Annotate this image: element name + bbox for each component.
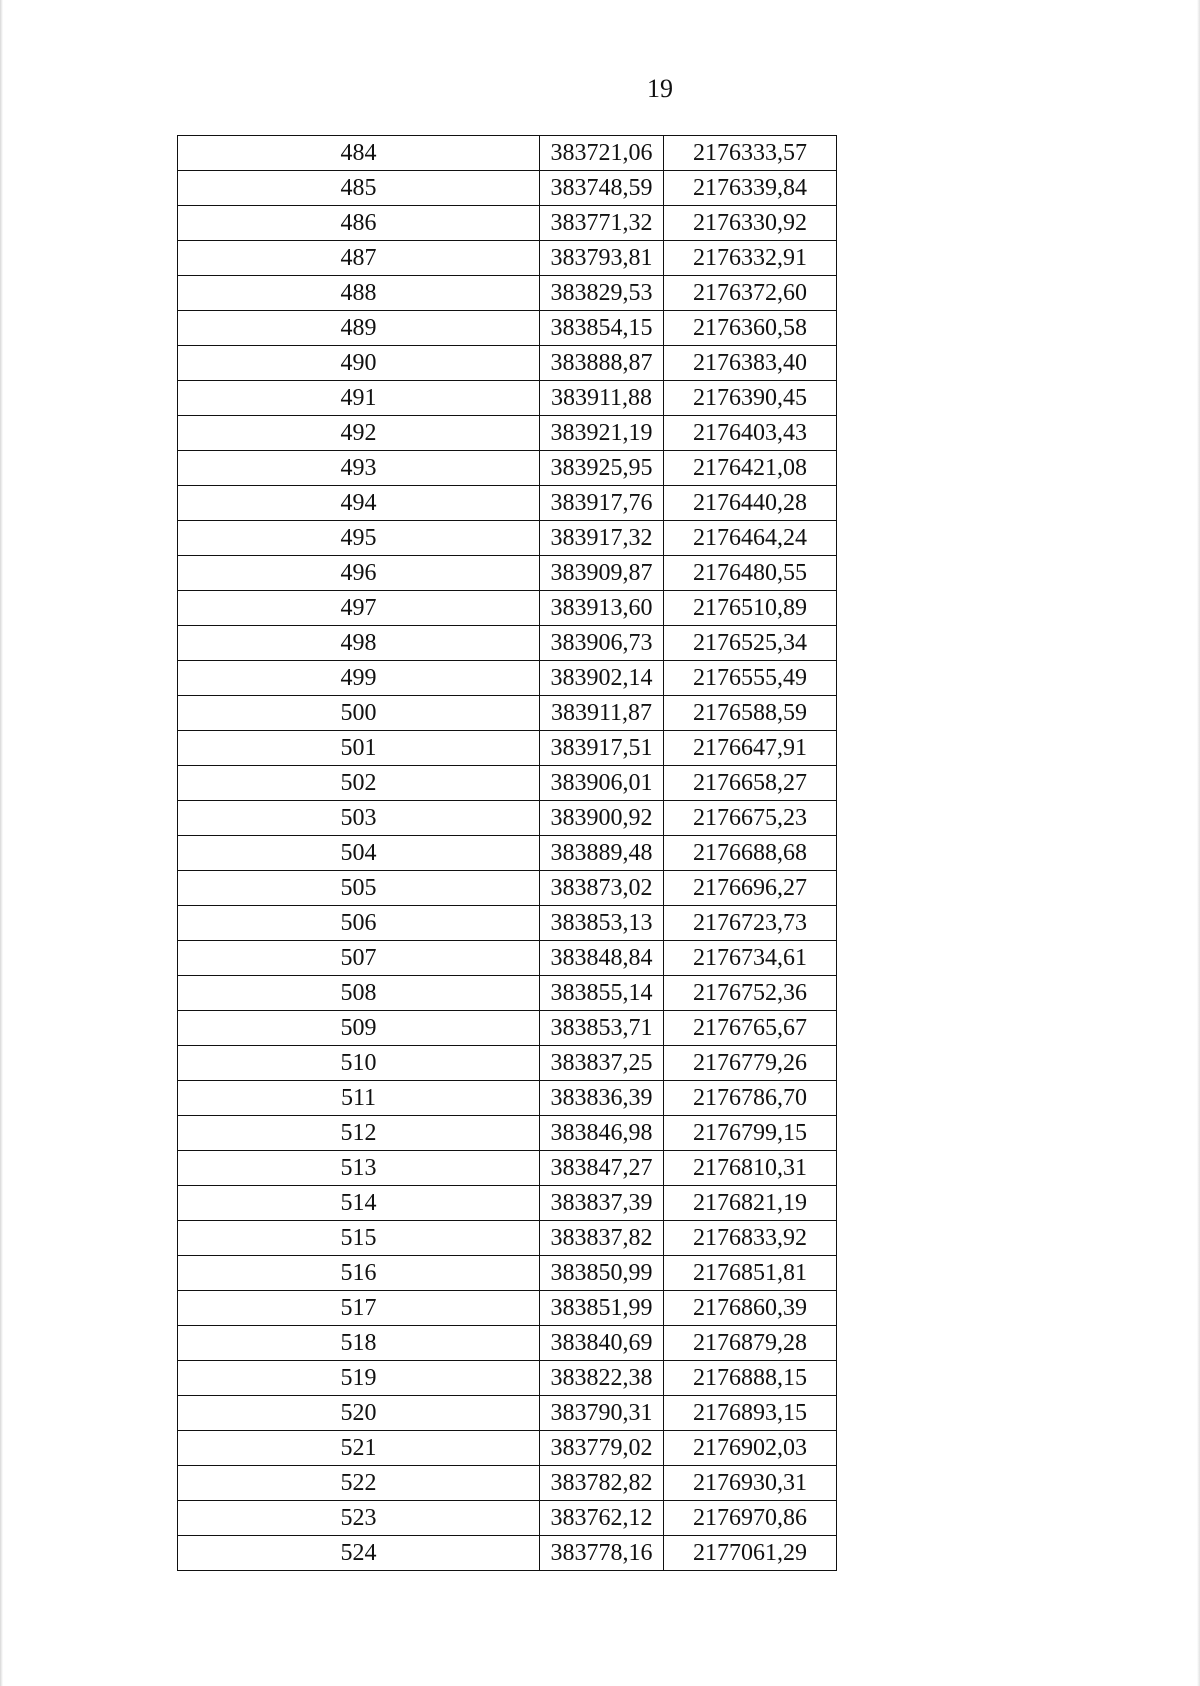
table-row — [178, 906, 837, 941]
x-coordinate-cell: 383748,59 — [540, 171, 664, 206]
x-coordinate-cell: 383911,87 — [540, 696, 664, 731]
y-coordinate-cell: 2176510,89 — [664, 591, 837, 626]
y-coordinate-cell: 2176734,61 — [664, 941, 837, 976]
table-row — [178, 871, 837, 906]
x-coordinate-cell: 383847,27 — [540, 1151, 664, 1186]
table-row — [178, 1326, 837, 1361]
table-row — [178, 1186, 837, 1221]
table-row — [178, 661, 837, 696]
point-number-cell: 499 — [178, 661, 540, 696]
table-row — [178, 1046, 837, 1081]
x-coordinate-cell: 383837,82 — [540, 1221, 664, 1256]
point-number-cell: 518 — [178, 1326, 540, 1361]
x-coordinate-cell: 383900,92 — [540, 801, 664, 836]
x-coordinate-cell: 383921,19 — [540, 416, 664, 451]
table-row — [178, 136, 837, 171]
table-row — [178, 1291, 837, 1326]
y-coordinate-cell: 2176440,28 — [664, 486, 837, 521]
table-row — [178, 521, 837, 556]
x-coordinate-cell: 383790,31 — [540, 1396, 664, 1431]
y-coordinate-cell: 2176421,08 — [664, 451, 837, 486]
x-coordinate-cell: 383837,39 — [540, 1186, 664, 1221]
page-number: 19 — [647, 74, 673, 103]
coordinates-table — [177, 135, 837, 1571]
table-row — [178, 346, 837, 381]
x-coordinate-cell: 383721,06 — [540, 136, 664, 171]
point-number-cell: 496 — [178, 556, 540, 591]
point-number-cell: 488 — [178, 276, 540, 311]
point-number-cell: 521 — [178, 1431, 540, 1466]
x-coordinate-cell: 383846,98 — [540, 1116, 664, 1151]
x-coordinate-cell: 383917,32 — [540, 521, 664, 556]
table-row — [178, 1536, 837, 1571]
table-row — [178, 941, 837, 976]
point-number-cell: 509 — [178, 1011, 540, 1046]
point-number-cell: 494 — [178, 486, 540, 521]
table-row — [178, 416, 837, 451]
y-coordinate-cell: 2176893,15 — [664, 1396, 837, 1431]
y-coordinate-cell: 2176688,68 — [664, 836, 837, 871]
point-number-cell: 485 — [178, 171, 540, 206]
coordinates-table-body — [178, 136, 837, 1571]
x-coordinate-cell: 383925,95 — [540, 451, 664, 486]
point-number-cell: 517 — [178, 1291, 540, 1326]
y-coordinate-cell: 2176464,24 — [664, 521, 837, 556]
x-coordinate-cell: 383822,38 — [540, 1361, 664, 1396]
x-coordinate-cell: 383851,99 — [540, 1291, 664, 1326]
x-coordinate-cell: 383917,51 — [540, 731, 664, 766]
x-coordinate-cell: 383837,25 — [540, 1046, 664, 1081]
y-coordinate-cell: 2176403,43 — [664, 416, 837, 451]
y-coordinate-cell: 2176799,15 — [664, 1116, 837, 1151]
y-coordinate-cell: 2176588,59 — [664, 696, 837, 731]
point-number-cell: 524 — [178, 1536, 540, 1571]
x-coordinate-cell: 383771,32 — [540, 206, 664, 241]
scan-edge-left — [0, 0, 3, 1686]
table-row — [178, 1116, 837, 1151]
y-coordinate-cell: 2176339,84 — [664, 171, 837, 206]
x-coordinate-cell: 383850,99 — [540, 1256, 664, 1291]
y-coordinate-cell: 2176970,86 — [664, 1501, 837, 1536]
point-number-cell: 487 — [178, 241, 540, 276]
point-number-cell: 506 — [178, 906, 540, 941]
y-coordinate-cell: 2176779,26 — [664, 1046, 837, 1081]
x-coordinate-cell: 383836,39 — [540, 1081, 664, 1116]
point-number-cell: 492 — [178, 416, 540, 451]
point-number-cell: 512 — [178, 1116, 540, 1151]
x-coordinate-cell: 383848,84 — [540, 941, 664, 976]
table-row — [178, 171, 837, 206]
table-row — [178, 486, 837, 521]
table-row — [178, 276, 837, 311]
y-coordinate-cell: 2176675,23 — [664, 801, 837, 836]
point-number-cell: 515 — [178, 1221, 540, 1256]
point-number-cell: 486 — [178, 206, 540, 241]
y-coordinate-cell: 2176330,92 — [664, 206, 837, 241]
x-coordinate-cell: 383853,13 — [540, 906, 664, 941]
y-coordinate-cell: 2176902,03 — [664, 1431, 837, 1466]
point-number-cell: 495 — [178, 521, 540, 556]
point-number-cell: 505 — [178, 871, 540, 906]
point-number-cell: 508 — [178, 976, 540, 1011]
table-row — [178, 1431, 837, 1466]
table-row — [178, 766, 837, 801]
point-number-cell: 498 — [178, 626, 540, 661]
table-row — [178, 696, 837, 731]
x-coordinate-cell: 383889,48 — [540, 836, 664, 871]
table-row — [178, 591, 837, 626]
y-coordinate-cell: 2176390,45 — [664, 381, 837, 416]
point-number-cell: 490 — [178, 346, 540, 381]
x-coordinate-cell: 383911,88 — [540, 381, 664, 416]
table-row — [178, 311, 837, 346]
point-number-cell: 484 — [178, 136, 540, 171]
table-row — [178, 241, 837, 276]
point-number-cell: 502 — [178, 766, 540, 801]
y-coordinate-cell: 2176525,34 — [664, 626, 837, 661]
x-coordinate-cell: 383829,53 — [540, 276, 664, 311]
x-coordinate-cell: 383873,02 — [540, 871, 664, 906]
point-number-cell: 523 — [178, 1501, 540, 1536]
point-number-cell: 491 — [178, 381, 540, 416]
y-coordinate-cell: 2176752,36 — [664, 976, 837, 1011]
y-coordinate-cell: 2177061,29 — [664, 1536, 837, 1571]
table-row — [178, 1501, 837, 1536]
x-coordinate-cell: 383779,02 — [540, 1431, 664, 1466]
x-coordinate-cell: 383906,73 — [540, 626, 664, 661]
y-coordinate-cell: 2176723,73 — [664, 906, 837, 941]
point-number-cell: 520 — [178, 1396, 540, 1431]
point-number-cell: 501 — [178, 731, 540, 766]
y-coordinate-cell: 2176647,91 — [664, 731, 837, 766]
y-coordinate-cell: 2176851,81 — [664, 1256, 837, 1291]
point-number-cell: 511 — [178, 1081, 540, 1116]
y-coordinate-cell: 2176765,67 — [664, 1011, 837, 1046]
table-row — [178, 206, 837, 241]
point-number-cell: 513 — [178, 1151, 540, 1186]
point-number-cell: 493 — [178, 451, 540, 486]
point-number-cell: 522 — [178, 1466, 540, 1501]
x-coordinate-cell: 383913,60 — [540, 591, 664, 626]
x-coordinate-cell: 383854,15 — [540, 311, 664, 346]
x-coordinate-cell: 383906,01 — [540, 766, 664, 801]
point-number-cell: 497 — [178, 591, 540, 626]
table-row — [178, 1081, 837, 1116]
y-coordinate-cell: 2176360,58 — [664, 311, 837, 346]
table-row — [178, 556, 837, 591]
y-coordinate-cell: 2176810,31 — [664, 1151, 837, 1186]
y-coordinate-cell: 2176332,91 — [664, 241, 837, 276]
y-coordinate-cell: 2176888,15 — [664, 1361, 837, 1396]
point-number-cell: 504 — [178, 836, 540, 871]
point-number-cell: 489 — [178, 311, 540, 346]
x-coordinate-cell: 383853,71 — [540, 1011, 664, 1046]
x-coordinate-cell: 383782,82 — [540, 1466, 664, 1501]
x-coordinate-cell: 383917,76 — [540, 486, 664, 521]
y-coordinate-cell: 2176833,92 — [664, 1221, 837, 1256]
table-row — [178, 1256, 837, 1291]
point-number-cell: 519 — [178, 1361, 540, 1396]
point-number-cell: 503 — [178, 801, 540, 836]
point-number-cell: 510 — [178, 1046, 540, 1081]
x-coordinate-cell: 383778,16 — [540, 1536, 664, 1571]
table-row — [178, 381, 837, 416]
y-coordinate-cell: 2176930,31 — [664, 1466, 837, 1501]
table-row — [178, 976, 837, 1011]
y-coordinate-cell: 2176786,70 — [664, 1081, 837, 1116]
point-number-cell: 514 — [178, 1186, 540, 1221]
table-row — [178, 1221, 837, 1256]
y-coordinate-cell: 2176879,28 — [664, 1326, 837, 1361]
point-number-cell: 507 — [178, 941, 540, 976]
y-coordinate-cell: 2176555,49 — [664, 661, 837, 696]
point-number-cell: 516 — [178, 1256, 540, 1291]
y-coordinate-cell: 2176696,27 — [664, 871, 837, 906]
x-coordinate-cell: 383909,87 — [540, 556, 664, 591]
y-coordinate-cell: 2176860,39 — [664, 1291, 837, 1326]
x-coordinate-cell: 383840,69 — [540, 1326, 664, 1361]
y-coordinate-cell: 2176372,60 — [664, 276, 837, 311]
table-row — [178, 1466, 837, 1501]
point-number-cell: 500 — [178, 696, 540, 731]
x-coordinate-cell: 383855,14 — [540, 976, 664, 1011]
x-coordinate-cell: 383888,87 — [540, 346, 664, 381]
y-coordinate-cell: 2176383,40 — [664, 346, 837, 381]
y-coordinate-cell: 2176480,55 — [664, 556, 837, 591]
y-coordinate-cell: 2176658,27 — [664, 766, 837, 801]
y-coordinate-cell: 2176821,19 — [664, 1186, 837, 1221]
x-coordinate-cell: 383902,14 — [540, 661, 664, 696]
x-coordinate-cell: 383762,12 — [540, 1501, 664, 1536]
table-row — [178, 1151, 837, 1186]
table-row — [178, 626, 837, 661]
table-row — [178, 1011, 837, 1046]
table-row — [178, 1361, 837, 1396]
x-coordinate-cell: 383793,81 — [540, 241, 664, 276]
table-row — [178, 731, 837, 766]
table-row — [178, 451, 837, 486]
y-coordinate-cell: 2176333,57 — [664, 136, 837, 171]
table-row — [178, 1396, 837, 1431]
table-row — [178, 801, 837, 836]
table-row — [178, 836, 837, 871]
